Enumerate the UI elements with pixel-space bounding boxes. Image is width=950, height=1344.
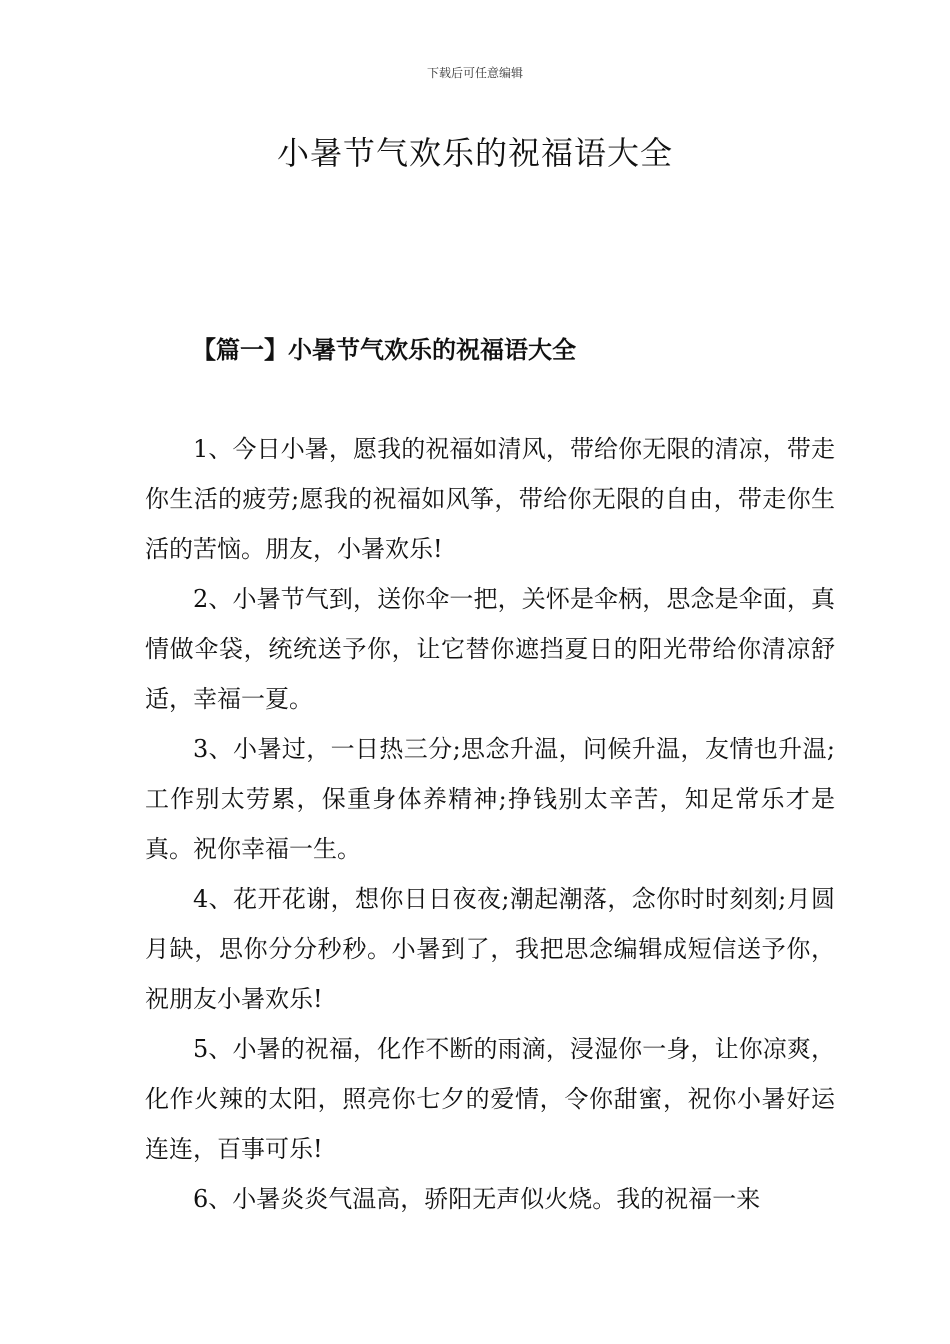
paragraph: 5、小暑的祝福，化作不断的雨滴，浸湿你一身，让你凉爽，化作火辣的太阳，照亮你七夕的爱情，令你甜蜜，祝你小暑好运连连，百事可乐! bbox=[145, 1035, 835, 1163]
paragraph: 1、今日小暑，愿我的祝福如清风，带给你无限的清凉，带走你生活的疲劳;愿我的祝福如风筝，带给你无限的自由，带走你生活的苦恼。朋友，小暑欢乐! bbox=[145, 435, 835, 563]
paragraph: 2、小暑节气到，送你伞一把，关怀是伞柄，思念是伞面，真情做伞袋，统统送予你，让它替你遮挡夏日的阳光带给你清凉舒适，幸福一夏。 bbox=[145, 585, 835, 713]
paragraph: 4、花开花谢，想你日日夜夜;潮起潮落，念你时时刻刻;月圆月缺，思你分分秒秒。小暑到了，我把思念编辑成短信送予你，祝朋友小暑欢乐! bbox=[145, 885, 835, 1013]
paragraph: 6、小暑炎炎气温高，骄阳无声似火烧。我的祝福一来 bbox=[193, 1185, 761, 1213]
section-heading: 【篇一】小暑节气欢乐的祝福语大全 bbox=[192, 335, 576, 364]
document-body bbox=[145, 424, 835, 1224]
header-note: 下载后可任意编辑 bbox=[426, 66, 523, 80]
paragraph: 3、小暑过，一日热三分;思念升温，问候升温，友情也升温;工作别太劳累，保重身体养精神;挣钱别太辛苦，知足常乐才是真。祝你幸福一生。 bbox=[145, 735, 835, 863]
document-title: 小暑节气欢乐的祝福语大全 bbox=[276, 134, 673, 172]
